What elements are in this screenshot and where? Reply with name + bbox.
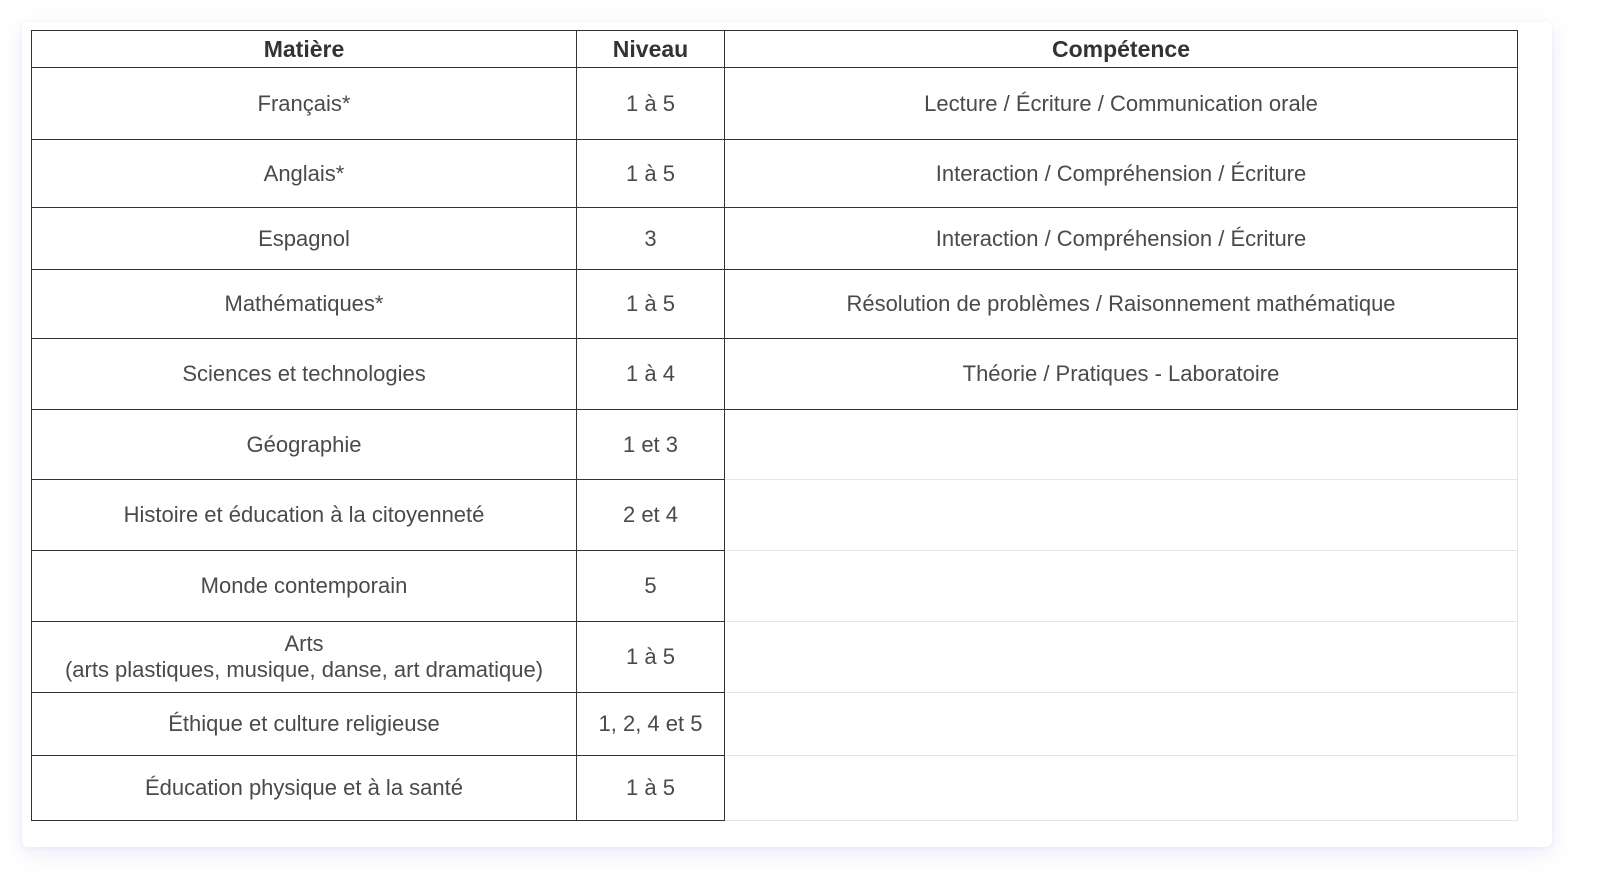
table-row [32, 693, 1518, 756]
header-competence: Compétence [725, 31, 1518, 68]
cell-competence [725, 756, 1518, 821]
cell-competence [725, 551, 1518, 622]
table-row [32, 551, 1518, 622]
cell-competence: Interaction / Compréhension / Écriture [725, 140, 1518, 208]
subjects-table [31, 30, 1518, 821]
cell-matiere: Français* [32, 68, 577, 140]
cell-matiere: Éthique et culture religieuse [32, 693, 577, 756]
cell-competence: Lecture / Écriture / Communication orale [725, 68, 1518, 140]
cell-competence [725, 410, 1518, 480]
cell-niveau: 1 à 5 [577, 622, 725, 693]
header-row [32, 31, 1518, 68]
table-row [32, 410, 1518, 480]
cell-matiere-detail: (arts plastiques, musique, danse, art dramatique) [64, 657, 544, 682]
table-row [32, 270, 1518, 339]
table-row [32, 208, 1518, 270]
table-row [32, 140, 1518, 208]
cell-matiere: Sciences et technologies [32, 339, 577, 410]
cell-matiere [32, 622, 577, 693]
table-row [32, 622, 1518, 693]
cell-matiere: Éducation physique et à la santé [32, 756, 577, 821]
cell-competence: Interaction / Compréhension / Écriture [725, 208, 1518, 270]
table-row [32, 339, 1518, 410]
cell-niveau: 1 à 5 [577, 68, 725, 140]
cell-matiere-title: Arts [284, 631, 324, 656]
cell-niveau: 5 [577, 551, 725, 622]
header-niveau: Niveau [577, 31, 725, 68]
cell-niveau: 1 à 4 [577, 339, 725, 410]
cell-competence: Théorie / Pratiques - Laboratoire [725, 339, 1518, 410]
cell-matiere: Mathématiques* [32, 270, 577, 339]
cell-matiere: Anglais* [32, 140, 577, 208]
cell-competence: Résolution de problèmes / Raisonnement mathématique [725, 270, 1518, 339]
cell-matiere: Monde contemporain [32, 551, 577, 622]
cell-niveau: 1, 2, 4 et 5 [577, 693, 725, 756]
cell-competence [725, 622, 1518, 693]
cell-niveau: 2 et 4 [577, 480, 725, 551]
cell-matiere: Géographie [32, 410, 577, 480]
cell-matiere: Histoire et éducation à la citoyenneté [32, 480, 577, 551]
cell-matiere: Espagnol [32, 208, 577, 270]
header-matiere: Matière [32, 31, 577, 68]
cell-competence [725, 693, 1518, 756]
cell-niveau: 3 [577, 208, 725, 270]
cell-niveau: 1 à 5 [577, 270, 725, 339]
cell-competence [725, 480, 1518, 551]
table-row [32, 756, 1518, 821]
cell-niveau: 1 à 5 [577, 140, 725, 208]
table-row [32, 480, 1518, 551]
cell-niveau: 1 à 5 [577, 756, 725, 821]
cell-niveau: 1 et 3 [577, 410, 725, 480]
table-row [32, 68, 1518, 140]
